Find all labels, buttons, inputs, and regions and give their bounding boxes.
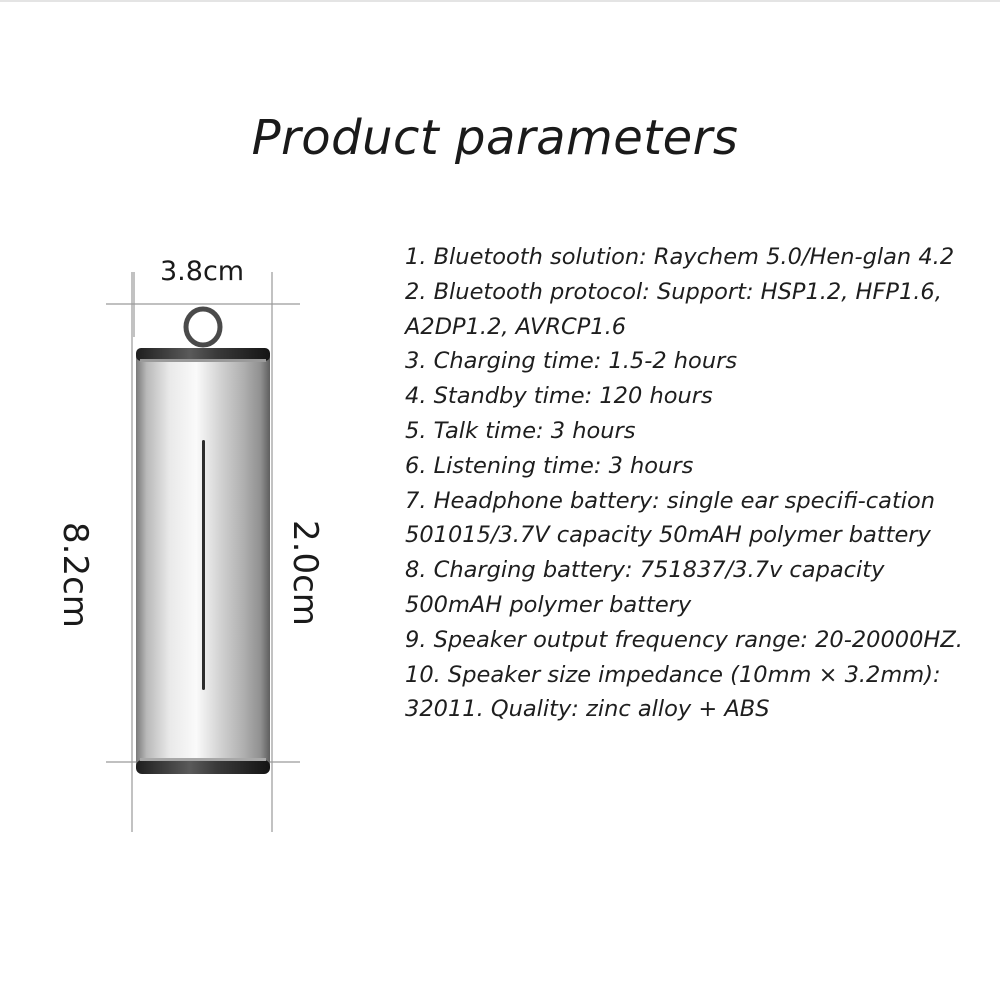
parameter-item: 5. Talk time: 3 hours [405, 417, 636, 444]
parameter-item: 10. Speaker size impedance (10mm × 3.2mm): 32011. Quality: zinc alloy + ABS [405, 661, 941, 723]
parameter-item: 9. Speaker output frequency range: 20-20000HZ. [405, 626, 963, 653]
diameter-label: 2.0cm [285, 520, 325, 626]
parameter-item: 1. Bluetooth solution: Raychem 5.0/Hen-glan 4.2 [405, 244, 955, 270]
case-seam [202, 440, 205, 690]
bottom-cap [136, 760, 270, 774]
width-label: 3.8cm [160, 256, 245, 287]
page-title: Product parameters [251, 110, 739, 166]
parameter-item: 4. Standby time: 120 hours [405, 383, 713, 410]
product-illustration [55, 242, 340, 842]
height-label: 8.2cm [55, 522, 95, 628]
parameter-item: 7. Headphone battery: single ear specifi-cation 501015/3.7V capacity 50mAH polymer battery [405, 487, 936, 549]
parameter-item: 8. Charging battery: 751837/3.7v capacity 500mAH polymer battery [405, 557, 885, 618]
parameter-item: 2. Bluetooth protocol: Support: HSP1.2, HFP1.6, A2DP1.2, AVRCP1.6 [405, 278, 942, 340]
parameter-item: 6. Listening time: 3 hours [405, 452, 694, 479]
lanyard-loop [186, 309, 220, 345]
parameter-list [405, 240, 965, 727]
parameter-item: 3. Charging time: 1.5-2 hours [405, 348, 738, 375]
